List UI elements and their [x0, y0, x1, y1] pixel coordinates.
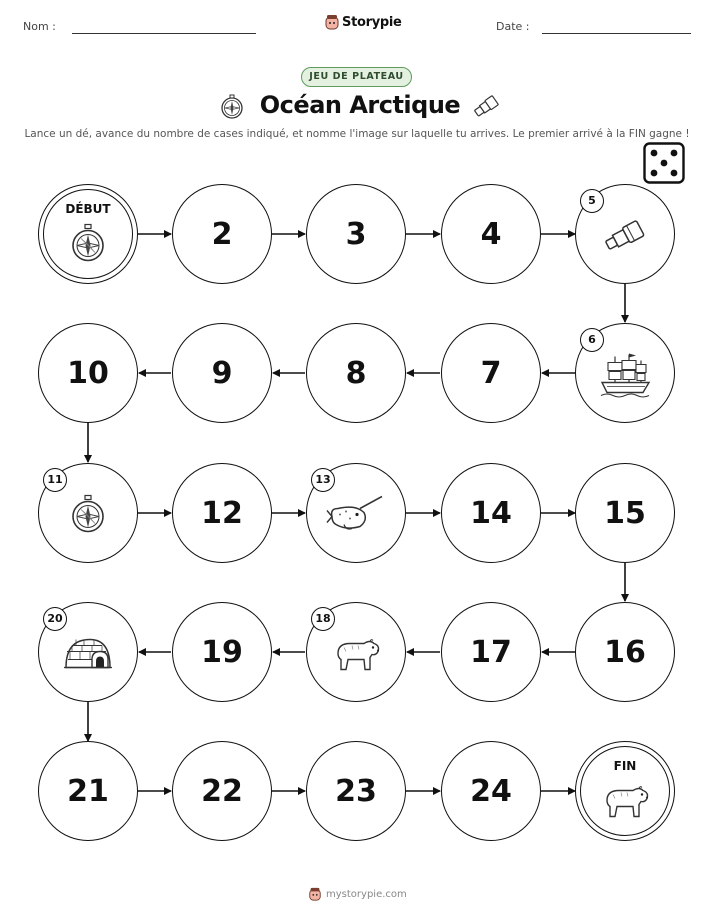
- name-label: Nom :: [23, 20, 56, 33]
- cell-number: 4: [480, 216, 502, 252]
- page-title: Océan Arctique: [259, 91, 461, 119]
- cell-number: 9: [211, 355, 233, 391]
- instructions: Lance un dé, avance du nombre de cases indiqué, et nomme l'image sur laquelle tu arrives. Le premier arrivé à la FIN gagne !: [24, 128, 690, 140]
- board-cell-5: [575, 184, 675, 284]
- cell-number: 21: [67, 773, 109, 809]
- cell-number: 15: [604, 495, 646, 531]
- board-cell-6: [575, 323, 675, 423]
- board-cell-2: [172, 184, 272, 284]
- cell-number: 17: [470, 634, 512, 670]
- cell-number-badge: 13: [311, 468, 335, 492]
- compass-icon: [70, 223, 106, 268]
- board-cell-18: [306, 602, 406, 702]
- footer: [308, 887, 407, 901]
- start-label: DÉBUT: [65, 202, 111, 216]
- board-cell-10: [38, 323, 138, 423]
- cell-number: 3: [345, 216, 367, 252]
- board-cell-15: [575, 463, 675, 563]
- cell-number: 10: [67, 355, 109, 391]
- cell-number: 22: [201, 773, 243, 809]
- cell-number-badge: 20: [43, 607, 67, 631]
- board-cell-17: [441, 602, 541, 702]
- cell-number: 7: [480, 355, 502, 391]
- cell-number-badge: 18: [311, 607, 335, 631]
- narwhal-icon: [326, 494, 386, 539]
- board-cell-13: [306, 463, 406, 563]
- cell-number: 2: [211, 216, 233, 252]
- board-cell-14: [441, 463, 541, 563]
- cell-number: 12: [201, 495, 243, 531]
- cell-number: 19: [201, 634, 243, 670]
- spyglass-icon: [601, 215, 649, 260]
- brand-name: Storypie: [342, 14, 402, 30]
- igloo-icon: [62, 633, 114, 678]
- storypie-logo-icon: [308, 887, 322, 901]
- cell-number: 16: [604, 634, 646, 670]
- board-cell-23: [306, 741, 406, 841]
- ship-icon: [599, 350, 651, 403]
- board-cell-7: [441, 323, 541, 423]
- cell-number-badge: 5: [580, 189, 604, 213]
- board-cell-3: [306, 184, 406, 284]
- board-cell-12: [172, 463, 272, 563]
- cell-number: 14: [470, 495, 512, 531]
- cell-number: 8: [345, 355, 367, 391]
- board-cell-24: [441, 741, 541, 841]
- board-cell-8: [306, 323, 406, 423]
- cell-number-badge: 6: [580, 328, 604, 352]
- cell-number: 23: [335, 773, 377, 809]
- cell-number: 24: [470, 773, 512, 809]
- compass-icon: [70, 494, 106, 539]
- date-label: Date :: [496, 20, 530, 33]
- board-cell-22: [172, 741, 272, 841]
- footer-url[interactable]: mystorypie.com: [326, 888, 407, 900]
- board-cell-4: [441, 184, 541, 284]
- board-cell-21: [38, 741, 138, 841]
- board-cell-16: [575, 602, 675, 702]
- cell-number-badge: 11: [43, 468, 67, 492]
- board-cell-20: [38, 602, 138, 702]
- board-cell-9: [172, 323, 272, 423]
- board-cell-1: [38, 184, 138, 284]
- end-label: FIN: [613, 759, 637, 773]
- game-type-badge: JEU DE PLATEAU: [301, 67, 412, 87]
- board-cell-11: [38, 463, 138, 563]
- board-cell-19: [172, 602, 272, 702]
- polar-bear-icon: [599, 780, 651, 825]
- board-cell-25: [575, 741, 675, 841]
- polar-bear-icon: [330, 633, 382, 678]
